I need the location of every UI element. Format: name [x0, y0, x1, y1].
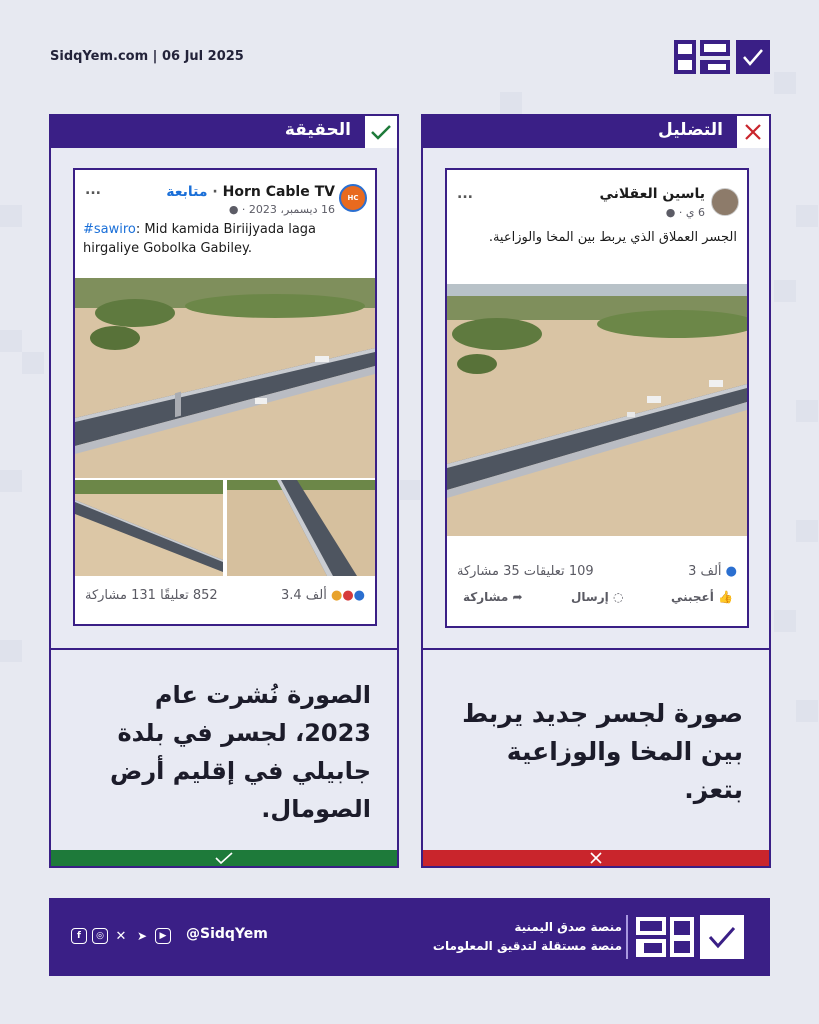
reaction-emoji-icon: ● — [330, 588, 343, 603]
bg-pixel — [0, 330, 22, 352]
header-site-date — [50, 49, 244, 64]
share-arrow-icon: ➦ — [512, 590, 523, 604]
send-button[interactable] — [571, 590, 623, 604]
org-tagline: منصة مستقلة لتدقيق المعلومات — [432, 939, 622, 953]
bridge-photo-2-graphic — [75, 480, 223, 576]
bg-pixel — [796, 700, 818, 722]
globe-icon: ● — [665, 206, 676, 219]
reactions-count: 3 ألف — [688, 564, 722, 579]
bg-pixel — [774, 280, 796, 302]
share-button[interactable] — [463, 590, 523, 604]
facebook-icon[interactable]: f — [71, 928, 87, 944]
org-info — [433, 918, 622, 956]
bridge-photo-graphic — [75, 278, 375, 478]
check-icon — [214, 852, 234, 864]
comments-count: 109 تعليقات — [523, 564, 594, 579]
engagement-stats[interactable] — [85, 588, 218, 603]
bg-pixel — [774, 72, 796, 94]
post-author: متابعة · Horn Cable TV — [166, 184, 335, 200]
reactions-count: 3.4 ألف — [280, 588, 327, 603]
bg-pixel — [0, 640, 22, 662]
bg-pixel — [400, 480, 420, 500]
send-label: إرسال — [571, 590, 609, 604]
bg-pixel — [22, 352, 44, 374]
bridge-photo-main[interactable] — [75, 278, 375, 478]
misleading-facebook-post — [445, 168, 749, 628]
page-name[interactable]: Horn Cable TV — [222, 184, 335, 200]
sidq-logo-icon — [674, 40, 770, 74]
more-options-icon[interactable]: ... — [457, 186, 473, 202]
bg-pixel — [796, 400, 818, 422]
fact-panel — [49, 114, 399, 868]
bridge-photo-graphic — [447, 284, 747, 536]
author-avatar[interactable] — [711, 188, 739, 216]
bg-pixel — [500, 92, 522, 114]
reaction-stats[interactable] — [688, 564, 737, 579]
thumbs-up-icon: 👍 — [718, 590, 733, 604]
globe-icon: ● — [228, 203, 239, 216]
misleading-panel — [421, 114, 771, 868]
fact-facebook-post — [73, 168, 377, 626]
like-reaction-icon: ● — [725, 564, 737, 579]
follow-link[interactable]: متابعة — [166, 184, 208, 200]
youtube-icon[interactable]: ▶ — [155, 928, 171, 944]
social-handle[interactable]: @SidqYem — [186, 926, 268, 942]
shares-count: 131 مشاركة — [85, 588, 156, 603]
sidq-logo-icon — [626, 915, 744, 959]
bg-pixel — [796, 520, 818, 542]
header-date: 06 Jul 2025 — [161, 49, 244, 64]
engagement-stats[interactable] — [457, 564, 594, 579]
bridge-photo-2[interactable] — [75, 480, 223, 576]
site-name: SidqYem.com — [50, 49, 149, 64]
post-time — [666, 206, 705, 219]
bg-pixel — [796, 205, 818, 227]
cross-badge — [735, 116, 769, 148]
fact-label: الحقيقة — [284, 120, 351, 140]
x-icon[interactable]: ✕ — [115, 928, 127, 944]
misleading-bottom-bar — [423, 850, 769, 866]
comments-count: 852 تعليقًا — [160, 588, 218, 603]
reaction-stats[interactable]: 3.4 ألف ●●● — [280, 588, 365, 603]
post-text — [83, 220, 373, 258]
post-date — [229, 203, 335, 216]
social-icons — [71, 928, 171, 944]
bridge-photo-3[interactable] — [227, 480, 375, 576]
check-icon — [370, 124, 392, 140]
misleading-panel-header — [423, 116, 769, 148]
hashtag[interactable]: #sawiro — [83, 222, 136, 237]
post-author[interactable]: ياسين العقلاني — [599, 186, 705, 202]
org-name: منصة صدق اليمنية — [514, 920, 622, 934]
misleading-label: التضليل — [658, 120, 723, 140]
fact-caption: الصورة نُشرت عام 2023، لجسر في بلدة جابيلي في إقليم أرض الصومال. — [51, 648, 397, 854]
fact-bottom-bar — [51, 850, 397, 866]
post-date-text: 16 ديسمبر، 2023 · — [241, 203, 335, 216]
header-separator: | — [152, 49, 158, 64]
misleading-caption: صورة لجسر جديد يربط بين المخا والوزاعية بتعز. — [423, 648, 769, 854]
instagram-icon[interactable]: ◎ — [92, 928, 108, 944]
cross-icon — [744, 123, 762, 141]
like-label: أعجبني — [670, 590, 714, 604]
post-text: الجسر العملاق الذي يربط بين المخا والوزاعية. — [488, 230, 737, 245]
post-body: : Mid kamida Biriijyada laga hirgaliye Gobolka Gabiley. — [83, 222, 317, 256]
bg-pixel — [0, 205, 22, 227]
shares-count: 35 مشاركة — [457, 564, 520, 579]
fact-panel-header — [51, 116, 397, 148]
bridge-photo[interactable] — [447, 284, 747, 536]
share-label: مشاركة — [463, 590, 509, 604]
like-button[interactable] — [671, 590, 733, 604]
bridge-photo-3-graphic — [227, 480, 375, 576]
bg-pixel — [774, 610, 796, 632]
footer-bar — [49, 898, 770, 976]
horn-cable-avatar: HC — [339, 184, 367, 212]
messenger-icon: ◌ — [612, 590, 624, 604]
telegram-icon[interactable]: ➤ — [136, 929, 148, 943]
check-badge — [363, 116, 397, 148]
post-time-text: 6 ي · — [678, 206, 705, 219]
bg-pixel — [0, 470, 22, 492]
cross-icon — [589, 852, 603, 864]
more-options-icon[interactable]: ... — [85, 182, 101, 198]
